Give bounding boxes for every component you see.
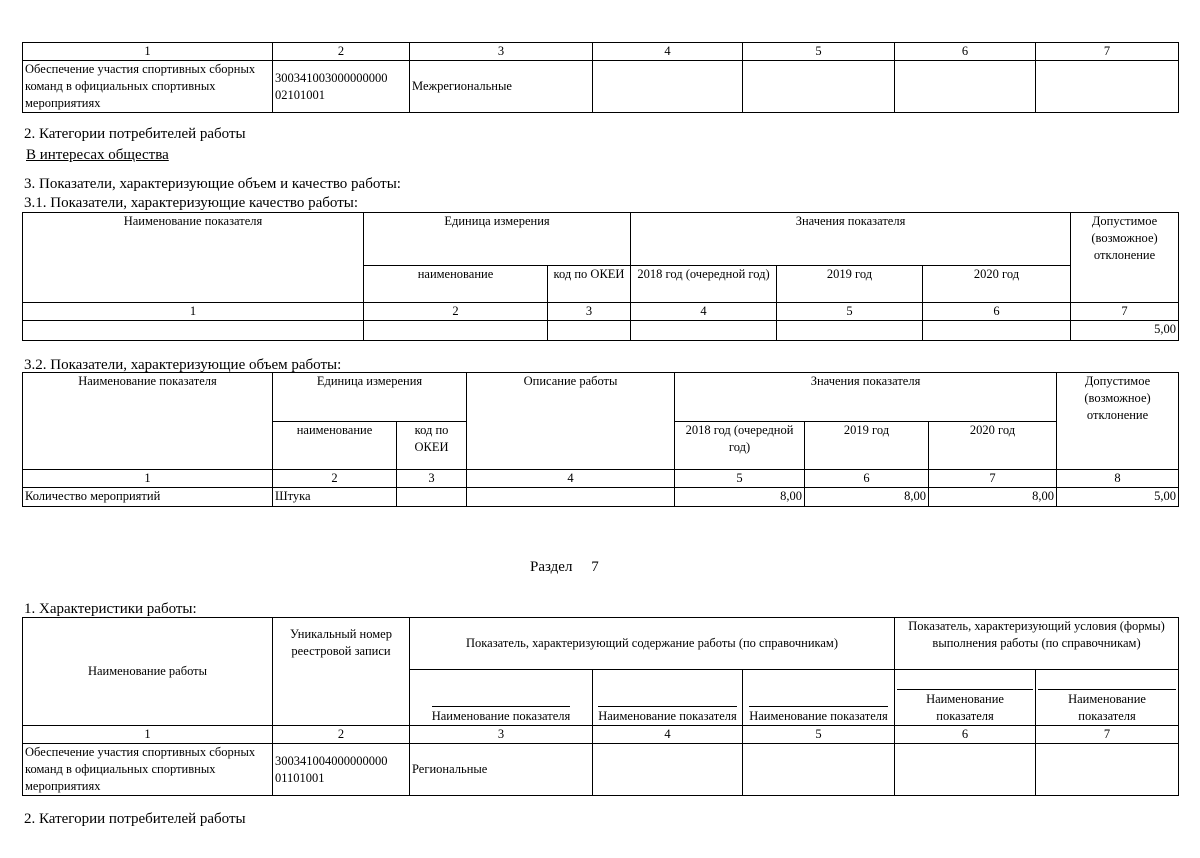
h-work-description: Описание работы [467, 373, 675, 470]
indicators-heading: 3. Показатели, характеризующие объем и качество работы: [24, 176, 401, 192]
work-name-cell: Обеспечение участия спортивных сборных команд в официальных спортивных мероприятиях [23, 744, 273, 796]
col-number: 7 [1071, 303, 1179, 321]
col-number: 2 [273, 43, 410, 61]
h-conditions-indicator: Показатель, характеризующий условия (формы) выполнения работы (по справочникам) [895, 618, 1179, 670]
work-name-cell: Обеспечение участия спортивных сборных команд в официальных спортивных мероприятиях [23, 61, 273, 113]
characteristics-heading: 1. Характеристики работы: [24, 601, 197, 617]
col-number: 4 [467, 470, 675, 488]
registry-code-cell: 300341004000000000 01101001 [273, 744, 410, 796]
value-2020: 8,00 [929, 488, 1057, 507]
h-unit: Единица измерения [273, 373, 467, 422]
h-indicator-name: Наименование показателя [749, 706, 888, 725]
h-values: Значения показателя [631, 213, 1071, 266]
registry-code-cell: 300341003000000000 02101001 [273, 61, 410, 113]
h-indicator-name: Наименование показателя [598, 706, 737, 725]
deviation-value: 5,00 [1057, 488, 1179, 507]
col-number: 7 [929, 470, 1057, 488]
col-number: 3 [397, 470, 467, 488]
h-year-2020: 2020 год [929, 422, 1057, 470]
volume-unit-name: Штука [273, 488, 397, 507]
h-okei: код по ОКЕИ [397, 422, 467, 470]
top-table [22, 42, 1179, 113]
content-cell: Межрегиональные [410, 61, 593, 113]
h-year-2018: 2018 год (очередной год) [631, 266, 777, 303]
h-content-indicator: Показатель, характеризующий содержание работы (по справочникам) [410, 618, 895, 670]
content-cell: Региональные [410, 744, 593, 796]
h-year-2019: 2019 год [805, 422, 929, 470]
h-work-name: Наименование работы [23, 618, 273, 726]
col-number: 1 [23, 726, 273, 744]
volume-heading: 3.2. Показатели, характеризующие объем работы: [24, 357, 342, 373]
h-deviation: Допустимое (возможное) отклонение [1057, 373, 1179, 470]
col-number: 2 [273, 726, 410, 744]
h-registry-code: Уникальный номер реестровой записи [273, 618, 410, 726]
col-number: 4 [593, 43, 743, 61]
col-number: 1 [23, 303, 364, 321]
h-unit: Единица измерения [364, 213, 631, 266]
section-title [530, 558, 599, 576]
col-number: 5 [743, 43, 895, 61]
h-year-2018: 2018 год (очередной год) [675, 422, 805, 470]
col-number: 7 [1036, 43, 1179, 61]
h-year-2019: 2019 год [777, 266, 923, 303]
col-number: 6 [923, 303, 1071, 321]
col-number: 5 [777, 303, 923, 321]
h-unit-name: наименование [364, 266, 548, 303]
col-number: 7 [1036, 726, 1179, 744]
h-deviation: Допустимое (возможное) отклонение [1071, 213, 1179, 303]
consumers-heading-2: 2. Категории потребителей работы [24, 811, 246, 827]
quality-table [22, 212, 1179, 341]
col-number: 3 [410, 726, 593, 744]
col-number: 2 [364, 303, 548, 321]
col-number: 1 [23, 43, 273, 61]
col-number: 4 [631, 303, 777, 321]
col-number: 3 [410, 43, 593, 61]
col-number: 1 [23, 470, 273, 488]
h-indicator-name: Наименование показателя [23, 213, 364, 303]
quality-heading: 3.1. Показатели, характеризующие качество работы: [24, 195, 358, 211]
col-number: 8 [1057, 470, 1179, 488]
col-number: 5 [675, 470, 805, 488]
value-2019: 8,00 [805, 488, 929, 507]
consumers-heading: 2. Категории потребителей работы [24, 126, 246, 142]
col-number: 4 [593, 726, 743, 744]
h-okei: код по ОКЕИ [548, 266, 631, 303]
col-number: 6 [805, 470, 929, 488]
volume-table [22, 372, 1179, 507]
h-indicator-name: Наименование показателя [1038, 689, 1176, 725]
section-label: Раздел [530, 559, 573, 575]
col-number: 3 [548, 303, 631, 321]
h-indicator-name: Наименование показателя [432, 706, 571, 725]
h-indicator-name: Наименование показателя [23, 373, 273, 470]
h-unit-name: наименование [273, 422, 397, 470]
col-number: 2 [273, 470, 397, 488]
characteristics-table [22, 617, 1179, 796]
deviation-value: 5,00 [1071, 321, 1179, 341]
section-number: 7 [591, 559, 599, 575]
col-number: 6 [895, 726, 1036, 744]
h-indicator-name: Наименование показателя [897, 689, 1033, 725]
col-number: 6 [895, 43, 1036, 61]
h-values: Значения показателя [675, 373, 1057, 422]
h-year-2020: 2020 год [923, 266, 1071, 303]
col-number: 5 [743, 726, 895, 744]
consumers-value: В интересах общества [26, 147, 169, 163]
value-2018: 8,00 [675, 488, 805, 507]
volume-indicator-name: Количество мероприятий [23, 488, 273, 507]
